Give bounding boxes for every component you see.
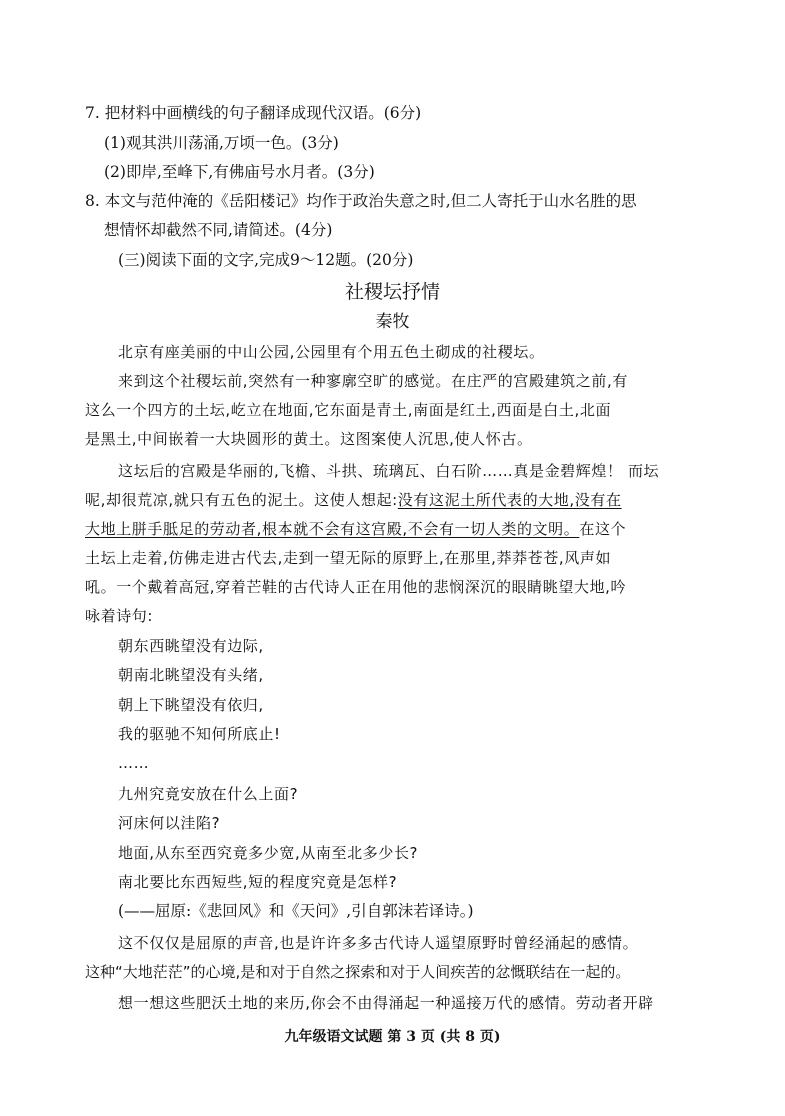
paragraph-3-line-2-plain: 呢,却很荒凉,就只有五色的泥土。这使人想起: <box>85 491 398 509</box>
paragraph-3-line-4: 土坛上走着,仿佛走进古代去,走到一望无际的原野上,在那里,莽莽苍苍,风声如 <box>85 549 612 567</box>
question-7: 7. 把材料中画横线的句子翻译成现代汉语。(6分) <box>85 104 422 122</box>
paragraph-3-line-6: 咏着诗句: <box>85 607 154 625</box>
poem-line-4: 我的驱驰不知何所底止! <box>118 725 281 743</box>
poem-line-2: 朝南北眺望没有头绪, <box>118 666 264 684</box>
paragraph-4-line-2: 这种“大地茫茫”的心境,是和对于自然之探索和对于人间疾苦的忿慨联结在一起的。 <box>85 963 631 981</box>
paragraph-2-line-2: 这么一个四方的土坛,屹立在地面,它东面是青土,南面是红土,西面是白土,北面 <box>85 401 612 419</box>
question-7-part-1: (1)观其洪川荡涌,万顷一色。(3分) <box>104 134 339 152</box>
poem-line-1: 朝东西眺望没有边际, <box>118 637 264 655</box>
page-footer: 九年级语文试题 第 3 页 (共 8 页) <box>284 1029 501 1045</box>
paragraph-3-line-2 <box>85 490 622 510</box>
paragraph-1: 北京有座美丽的中山公园,公园里有个用五色土砌成的社稷坛。 <box>118 343 545 361</box>
paragraph-5-line-1: 想一想这些肥沃土地的来历,你会不由得涌起一种遥接万代的感情。劳动者开辟 <box>118 994 654 1012</box>
article-author: 秦牧 <box>375 312 410 332</box>
paragraph-4-line-1: 这不仅仅是屈原的声音,也是许许多多古代诗人遥望原野时曾经涌起的感情。 <box>118 934 639 952</box>
section-3-heading: (三)阅读下面的文字,完成9～12题。(20分) <box>118 251 414 269</box>
poem-ellipsis: …… <box>118 754 150 772</box>
poem-line-6: 河床何以洼陷? <box>118 814 221 832</box>
article-title: 社稷坛抒情 <box>344 281 440 303</box>
paragraph-3-line-1: 这坛后的宫殿是华丽的,飞檐、斗拱、琉璃瓦、白石阶……真是金碧辉煌！ 而坛 <box>118 462 660 480</box>
poem-citation: (——屈原:《悲回风》和《天问》,引自郭沫若译诗。) <box>118 902 474 920</box>
poem-line-8: 南北要比东西短些,短的程度究竟是怎样? <box>118 873 398 891</box>
poem-line-7: 地面,从东至西究竟多少宽,从南至北多少长? <box>118 844 419 862</box>
paragraph-2-line-3: 是黑土,中间嵌着一大块圆形的黄土。这图案使人沉思,使人怀古。 <box>85 430 533 448</box>
underlined-sentence-part-2: 大地上胼手胝足的劳动者,根本就不会有这宫殿,不会有一切人类的文明。 <box>85 520 580 538</box>
poem-line-3: 朝上下眺望没有依归, <box>118 696 264 714</box>
question-8-line-1: 8. 本文与范仲淹的《岳阳楼记》均作于政治失意之时,但二人寄托于山水名胜的思 <box>85 192 637 210</box>
paragraph-3-line-3-plain: 在这个 <box>579 520 627 538</box>
question-8-line-2: 想情怀却截然不同,请简述。(4分) <box>104 221 333 239</box>
paragraph-3-line-5: 吼。一个戴着高冠,穿着芒鞋的古代诗人正在用他的悲悯深沉的眼睛眺望大地,吟 <box>85 578 627 596</box>
poem-line-5: 九州究竟安放在什么上面? <box>118 785 299 803</box>
underlined-sentence-part-1: 没有这泥土所代表的大地,没有在 <box>397 491 622 509</box>
paragraph-2-line-1: 来到这个社稷坛前,突然有一种寥廓空旷的感觉。在庄严的宫殿建筑之前,有 <box>118 372 628 390</box>
question-7-part-2: (2)即岸,至峰下,有佛庙号水月者。(3分) <box>104 163 375 181</box>
paragraph-3-line-3 <box>85 519 626 539</box>
